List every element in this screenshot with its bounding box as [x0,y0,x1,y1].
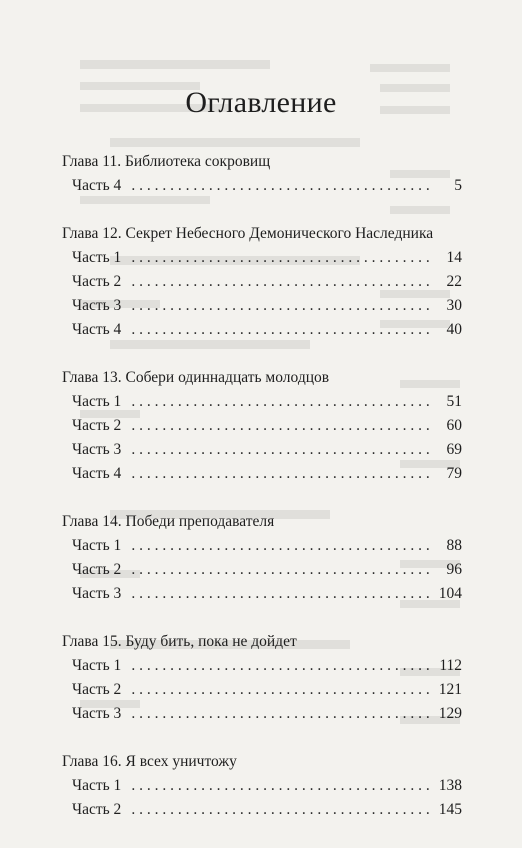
toc-entry [62,294,462,318]
dot-leader [131,174,432,198]
entry-label: Часть 2 [72,681,122,698]
toc-entry [62,534,462,558]
dot-leader [131,678,432,702]
entry-label: Часть 3 [72,705,122,722]
toc-entry [62,438,462,462]
entry-label: Часть 1 [72,249,122,266]
toc-chapter [62,632,462,726]
toc-chapter [62,368,462,486]
toc-entry [62,798,462,822]
toc-chapter [62,224,462,342]
toc-entry [62,270,462,294]
entry-label: Часть 1 [72,537,122,554]
entry-page-number: 121 [438,681,462,698]
toc-chapter [62,752,462,822]
toc-entry [62,414,462,438]
entry-page-number: 30 [446,297,462,314]
toc-entry [62,702,462,726]
dot-leader [131,270,432,294]
dot-leader [131,462,432,486]
entry-page-number: 138 [438,777,462,794]
entry-label: Часть 2 [72,801,122,818]
toc-entry [62,390,462,414]
entry-label: Часть 2 [72,561,122,578]
dot-leader [131,390,432,414]
page-title: Оглавление [185,86,337,119]
chapter-title: Глава 12. Секрет Небесного Демонического Наследника [62,225,434,242]
chapter-title: Глава 14. Победи преподавателя [62,513,275,530]
chapter-title: Глава 16. Я всех уничтожу [62,753,237,770]
dot-leader [131,798,432,822]
dot-leader [131,294,432,318]
entry-label: Часть 1 [72,777,122,794]
toc-entry [62,558,462,582]
entry-page-number: 40 [446,321,462,338]
dot-leader [131,318,432,342]
entry-label: Часть 3 [72,441,122,458]
entry-label: Часть 3 [72,297,122,314]
entry-label: Часть 4 [72,321,122,338]
chapter-title: Глава 15. Буду бить, пока не дойдет [62,633,297,650]
toc-entry [62,678,462,702]
dot-leader [131,438,432,462]
toc-entry [62,318,462,342]
entry-page-number: 96 [446,561,462,578]
entry-page-number: 69 [446,441,462,458]
entry-label: Часть 4 [72,177,122,194]
toc-chapter [62,512,462,606]
dot-leader [131,414,432,438]
dot-leader [131,558,432,582]
entry-page-number: 14 [446,249,462,266]
toc-entry [62,774,462,798]
chapter-title: Глава 11. Библиотека сокровищ [62,153,271,170]
toc-entry [62,246,462,270]
dot-leader [131,582,432,606]
entry-page-number: 51 [446,393,462,410]
entry-label: Часть 2 [72,417,122,434]
dot-leader [131,654,432,678]
entry-label: Часть 2 [72,273,122,290]
chapter-title: Глава 13. Собери одиннадцать молодцов [62,369,330,386]
toc-entry [62,654,462,678]
entry-label: Часть 3 [72,585,122,602]
entry-label: Часть 1 [72,657,122,674]
entry-label: Часть 4 [72,465,122,482]
entry-page-number: 60 [446,417,462,434]
entry-page-number: 5 [454,177,462,194]
entry-page-number: 112 [439,657,462,674]
dot-leader [131,534,432,558]
toc-entry [62,462,462,486]
toc-entry [62,582,462,606]
entry-page-number: 88 [446,537,462,554]
dot-leader [131,246,432,270]
table-of-contents [62,152,462,848]
entry-page-number: 104 [438,585,462,602]
toc-entry [62,174,462,198]
dot-leader [131,774,432,798]
dot-leader [131,702,432,726]
entry-label: Часть 1 [72,393,122,410]
entry-page-number: 145 [438,801,462,818]
toc-chapter [62,152,462,198]
entry-page-number: 22 [446,273,462,290]
entry-page-number: 79 [446,465,462,482]
entry-page-number: 129 [438,705,462,722]
